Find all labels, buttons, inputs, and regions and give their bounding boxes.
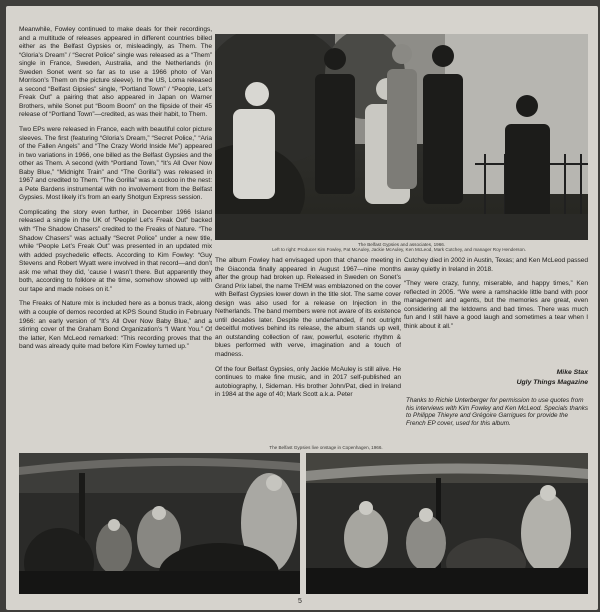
paragraph: The album Fowley had envisaged upon that chance meeting in the Giaconda finally appeared in August 1967—nine months after the group had broken up. Released in Sweden on Sonet’s Grand Prix label, the name THEM was emblazoned on the cover with Belfast Gypsies lower down in the title slot. The same cover design was also used for a release on Injection in the Netherlands. The band members were not aware of its existence until decades later. Despite the underhanded, if not outright deceitful motives behind its release, the album stands up well, an outstanding collection of raw, powerful, esoteric rhythm & blues performed with verve, imagination and a touch of madness. [215, 257, 401, 359]
paragraph: Two EPs were released in France, each with beautiful color picture sleeves. The first (featuring “Gloria’s Dream,” “Secret Police,” “Aria of the Fallen Angels” and “The Crazy World Inside Me”) appeared in two variations in 1966, one billed as the Belfast Gypsies and the other as Them. A second (with “Portland Town,” “It’s All Over Now Baby Blue,” “Midnight Train” and “The Gorilla”) was released in 1967 and credited to Them. “The Gorilla” was a cuckoo in the nest: a Pete Bardens instrumental with no involvement from the Belfast Gypsies. Most likely it’s from an early Shotgun Express session. [19, 126, 212, 202]
publication-name: Ugly Things Magazine [516, 379, 588, 386]
live-photo-left [19, 453, 300, 594]
caption-line: The Belfast Gypsies and associates, 1966. [358, 242, 446, 247]
acknowledgements: Thanks to Richie Unterberger for permission to use quotes from his interviews with Kim Fowley and Ken McLeod. Specials thanks to Philippe Thieyre and Grégoire Garrigues for provide the French EP cover, used for this album. [406, 397, 588, 427]
bottom-photos-caption: The Belfast Gypsies live onstage in Copenhagen, 1966. [269, 445, 383, 450]
author-name: Mike Stax [556, 369, 588, 376]
paragraph: The Freaks of Nature mix is included here as a bonus track, along with a couple of demos recorded at KPS Sound Studio in February 1966: an early version of “It’s All Over Now Baby Blue,” and a stirring cover of the Graham Bond Organization’s “I Want You.” Of the latter, Ken McLeod remarked: “This recording proves that the band was already quite mad before Kim Fowley turned up.” [19, 300, 212, 351]
band-photo-top [215, 34, 588, 240]
liner-notes-page [6, 6, 598, 610]
caption-line: Left to right: Producer Kim Fowley, Pat McAuley, Jackie McAuley, Ken McLeod, Mark Cutchey, and manager Roy Henderson. [272, 247, 526, 253]
right-column [404, 257, 588, 367]
page-number: 5 [298, 598, 302, 605]
paragraph: “They were crazy, funny, miserable, and happy times,” Ken reflected in 2005. “We were a ramshackle little band with poor management and agents, but the memories are great, even considering all the letdowns and bad times. There was much fun and I still have a good laugh and sometimes a tear when I think about it all.” [404, 280, 588, 330]
paragraph: Complicating the story even further, in December 1966 Island released a single in the UK of “People! Let’s Freak Out” backed with “The Shadow Chasers” credited to the Freaks of Nature. “The Shadow Chasers” was actually “Secret Police” under a new title, while “People Let’s Freak Out” was presented in an updated mix with added psychedelic effects. According to Kim Fowley: “Guy Stevens and Robert Wyatt were involved in that record—and don’t ask me what they did, ’cause I wasn’t there. But apparently they both, according to folklore at the time, somehow showed up with our tape and made noises on it.” [19, 208, 212, 293]
left-column [19, 26, 212, 450]
live-photo-right [306, 453, 588, 594]
top-photo-caption [272, 242, 592, 252]
middle-column [215, 257, 401, 443]
paragraph: Meanwhile, Fowley continued to make deals for their recordings, and a multitude of releases appeared in different countries billed either as the Belfast Gypsies or, misleadingly, as Them. The “Gloria’s Dream” / “Secret Police” single was released as a “Them” single in France, Sweden, Australia, and the Netherlands (in Sweden Sonet went so far as to use a 1966 photo of Van Morrison’s Them on the picture sleeve). In the US, Loma released a second “Belfast Gipsies” single, “Portland Town” / “People, Let’s Freak Out” a pairing that also appeared in Japan on Warner Brothers, while Sonet put “Boom Boom” on the flipside of their 45 release of “Portland Town”—credited, as was their habit, to Them. [19, 26, 212, 119]
paragraph: Cutchey died in 2002 in Austin, Texas; and Ken McLeod passed away quietly in Ireland in 2018. [404, 257, 588, 273]
paragraph: Of the four Belfast Gypsies, only Jackie McAuley is still alive. He continues to make fine music, and in 2017 self-published an autobiography, I, Sideman. His brother John/Pat, died in Ireland in 1984 at the age of 40; Mark Scott a.k.a. Peter [215, 365, 401, 399]
